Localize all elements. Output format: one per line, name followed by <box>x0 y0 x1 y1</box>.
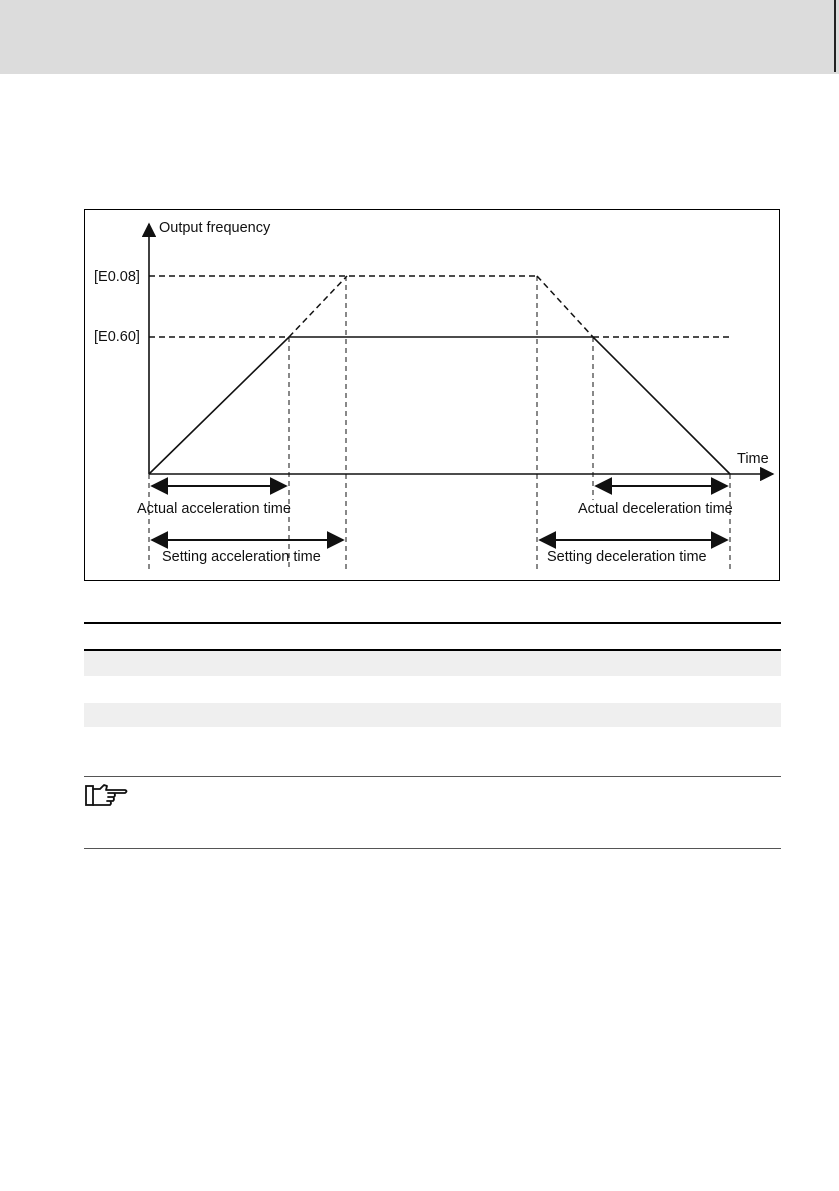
ramp-diagram-svg <box>85 210 781 582</box>
pointing-hand-icon <box>84 783 130 814</box>
setting-decel-label: Setting deceleration time <box>547 549 707 565</box>
note-bottom-rule <box>84 848 781 849</box>
page-header-band <box>0 0 839 74</box>
page-edge-mark <box>834 0 836 72</box>
setting-accel-dashed-ramp <box>289 276 347 337</box>
table-row-shaded-1 <box>84 651 781 676</box>
table-row-shaded-2 <box>84 703 781 727</box>
actual-frequency-profile <box>149 337 730 474</box>
table-top-rule <box>84 622 781 624</box>
note-top-rule <box>84 776 781 777</box>
actual-decel-label: Actual deceleration time <box>578 501 733 517</box>
level-high-label: [E0.08] <box>94 269 140 285</box>
level-low-label: [E0.60] <box>94 329 140 345</box>
actual-accel-label: Actual acceleration time <box>137 501 291 517</box>
frequency-ramp-figure <box>84 209 780 581</box>
y-axis-label: Output frequency <box>159 220 271 236</box>
setting-accel-label: Setting acceleration time <box>162 549 321 565</box>
x-axis-label: Time <box>737 451 769 467</box>
setting-decel-dashed-ramp <box>537 276 593 337</box>
